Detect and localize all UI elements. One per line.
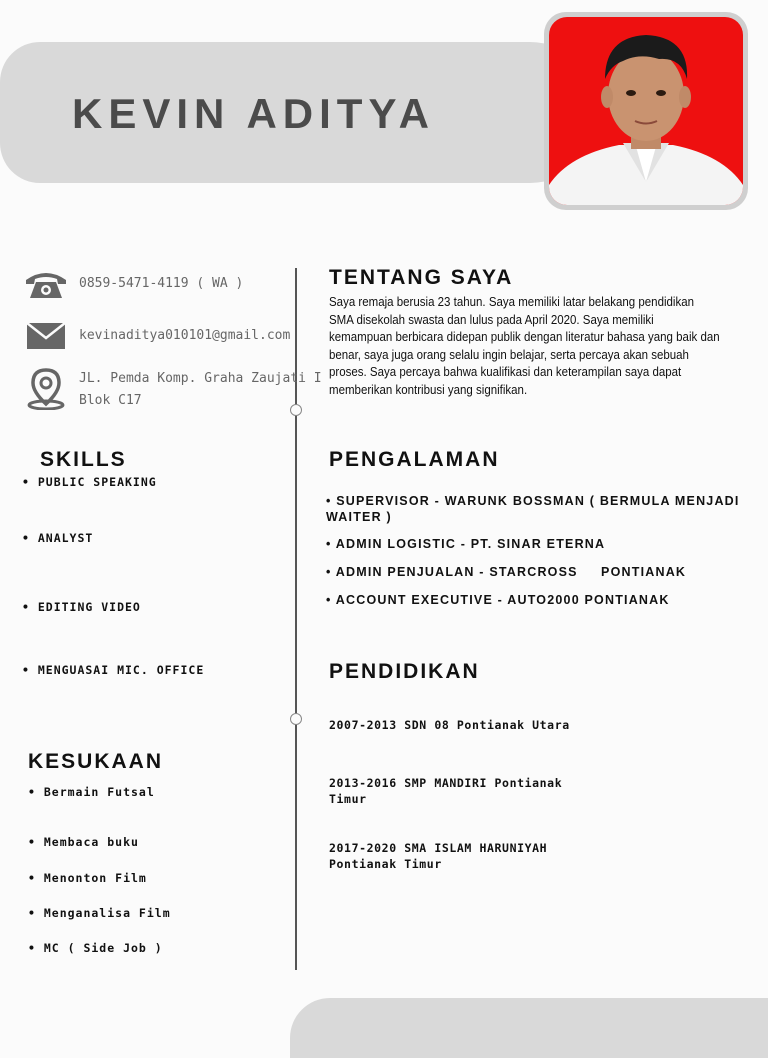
address-line-1: JL. Pemda Komp. Graha Zaujati I xyxy=(79,371,322,386)
contact-email-row xyxy=(24,323,290,359)
skill-item: • PUBLIC SPEAKING xyxy=(22,475,157,489)
email-address[interactable]: kevinaditya010101@gmail.com xyxy=(79,328,291,343)
person-portrait xyxy=(549,17,743,205)
about-title: TENTANG SAYA xyxy=(329,266,514,289)
hobbies-title: KESUKAAN xyxy=(28,750,164,773)
mail-icon xyxy=(24,323,68,359)
education-item: 2007-2013 SDN 08 Pontianak Utara xyxy=(329,718,570,732)
experience-item: • SUPERVISOR - WARUNK BOSSMAN ( BERMULA MENJADI WAITER ) xyxy=(326,494,740,524)
profile-photo xyxy=(549,17,743,205)
phone-icon xyxy=(24,270,68,306)
skills-title: SKILLS xyxy=(40,448,127,471)
hobby-item: • Membaca buku xyxy=(28,835,139,849)
hobby-item: • Bermain Futsal xyxy=(28,785,155,799)
skill-item: • EDITING VIDEO xyxy=(22,600,141,614)
hobby-item: • MC ( Side Job ) xyxy=(28,941,163,955)
footer-shape xyxy=(290,998,768,1058)
education-title: PENDIDIKAN xyxy=(329,660,480,683)
contact-address-row xyxy=(24,368,322,412)
skill-item: • ANALYST xyxy=(22,531,94,545)
skill-item: • MENGUASAI MIC. OFFICE xyxy=(22,663,205,677)
hobby-item: • Menonton Film xyxy=(28,871,147,885)
education-item: 2017-2020 SMA ISLAM HARUNIYAH Pontianak Timur xyxy=(329,841,548,871)
experience-item: • ADMIN LOGISTIC - PT. SINAR ETERNA xyxy=(326,537,606,551)
candidate-name: KEVIN ADITYA xyxy=(72,90,435,137)
address xyxy=(79,368,322,412)
experience-title: PENGALAMAN xyxy=(329,448,500,471)
education-item: 2013-2016 SMP MANDIRI Pontianak Timur xyxy=(329,776,563,806)
about-text: Saya remaja berusia 23 tahun. Saya memiliki latar belakang pendidikan SMA disekolah swasta dan lulus pada April 2020. Saya memiliki kemampuan berbicara didepan publik dengan literatur bahasa yang baik dan benar, saya juga orang selalu ingin belajar, serta percaya akan sebuah proses. Saya percaya bahwa kualifikasi dan keterampilan saya dapat memberikan kontribusi yang signifikan. xyxy=(329,295,720,397)
phone-number[interactable]: 0859-5471-4119 ( WA ) xyxy=(79,276,244,291)
hobby-item: • Menganalisa Film xyxy=(28,906,171,920)
contact-phone-row xyxy=(24,270,243,306)
divider-node xyxy=(290,713,302,725)
location-pin-icon xyxy=(24,368,68,412)
address-line-2: Blok C17 xyxy=(79,393,142,408)
experience-item: • ACCOUNT EXECUTIVE - AUTO2000 PONTIANAK xyxy=(326,593,670,607)
experience-item: • ADMIN PENJUALAN - STARCROSS PONTIANAK xyxy=(326,565,687,579)
